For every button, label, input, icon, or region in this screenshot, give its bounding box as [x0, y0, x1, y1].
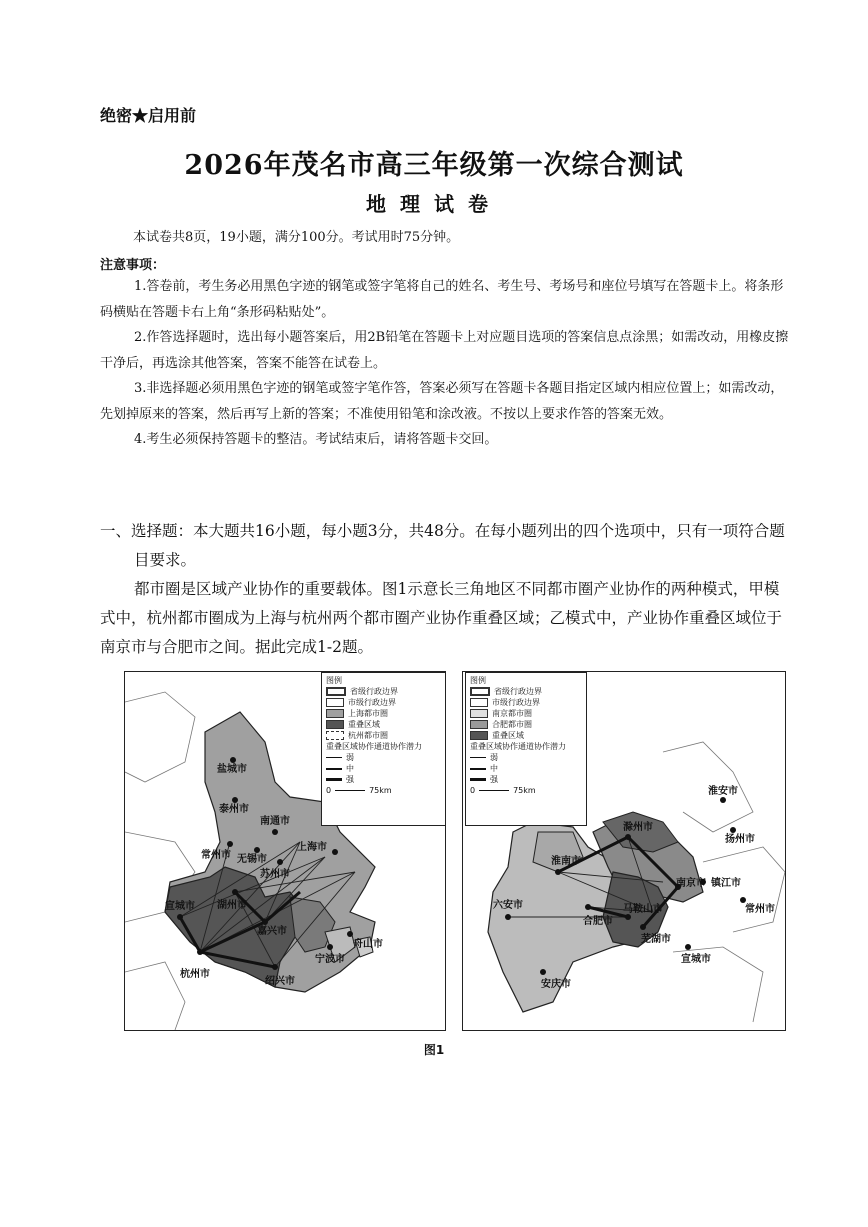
- city-label: 六安市: [493, 900, 523, 911]
- exam-title: 2026年茂名市高三年级第一次综合测试: [184, 150, 684, 181]
- scale-bar: 0 75km: [326, 786, 392, 795]
- notice-heading: 注意事项：: [100, 258, 166, 273]
- legend-line: 弱: [326, 752, 442, 763]
- city-label: 泰州市: [219, 804, 249, 815]
- legend-line: 强: [326, 774, 442, 785]
- legend-item: 上海都市圈: [326, 708, 442, 719]
- map-nanjing-hefei: [462, 671, 786, 1031]
- city-label: 滁州市: [623, 822, 653, 833]
- legend-line: 弱: [470, 752, 582, 763]
- city-label: 南通市: [260, 816, 290, 827]
- city-label: 苏州市: [260, 869, 290, 880]
- city-label: 镇江市: [711, 878, 741, 889]
- legend-item: 市级行政边界: [470, 697, 582, 708]
- exam-subtitle: 地理试卷: [366, 192, 502, 216]
- city-label: 马鞍山市: [623, 904, 663, 915]
- legend-line: 中: [326, 763, 442, 774]
- city-label: 扬州市: [725, 834, 755, 845]
- map-legend: [321, 672, 446, 826]
- legend-title: 图例: [470, 676, 486, 685]
- notice-item: 2.作答选择题时，选出每小题答案后，用2B铅笔在答题卡上对应题目选项的答案信息点涂黑；如需改动，用橡皮擦干净后，再选涂其他答案，答案不能答在试卷上。: [100, 330, 789, 371]
- legend-item: 重叠区域: [470, 730, 582, 741]
- legend-item: 省级行政边界: [326, 686, 442, 697]
- city-label: 宣城市: [681, 954, 711, 965]
- legend-item: 杭州都市圈: [326, 730, 442, 741]
- city-label: 嘉兴市: [257, 926, 287, 937]
- city-label: 淮南市: [551, 856, 581, 867]
- confidential-mark: 绝密★启用前: [100, 106, 197, 125]
- city-label: 舟山市: [353, 939, 383, 950]
- notice-item: 1.答卷前，考生务必用黑色字迹的钢笔或签字笔将自己的姓名、考生号、考场号和座位号填写在答题卡上。将条形码横贴在答题卡右上角“条形码粘贴处”。: [100, 279, 784, 320]
- legend-channel-title: 重叠区域协作通道协作潜力: [326, 742, 422, 751]
- scale-bar: 0 75km: [470, 786, 536, 795]
- exam-info: 本试卷共8页，19小题，满分100分。考试用时75分钟。: [133, 230, 460, 245]
- legend-item: 重叠区域: [326, 719, 442, 730]
- city-label: 合肥市: [583, 916, 613, 927]
- city-label: 常州市: [201, 850, 231, 861]
- city-label: 宣城市: [165, 901, 195, 912]
- legend-item: 省级行政边界: [470, 686, 582, 697]
- city-label: 宁波市: [315, 954, 345, 965]
- notice-item: 4.考生必须保持答题卡的整洁。考试结束后，请将答题卡交回。: [134, 432, 498, 447]
- notice-list: [100, 274, 790, 453]
- question-stem: 都市圈是区域产业协作的重要载体。图1示意长三角地区不同都市圈产业协作的两种模式，甲模式中，杭州都市圈成为上海与杭州两个都市圈产业协作重叠区域；乙模式中，产业协作重叠区域位于南京市与合肥市之间。据此完成1-2题。: [100, 580, 783, 656]
- map-legend: [465, 672, 587, 826]
- legend-item: 合肥都市圈: [470, 719, 582, 730]
- city-label: 淮安市: [708, 786, 738, 797]
- city-label: 安庆市: [541, 979, 571, 990]
- city-label: 湖州市: [217, 900, 247, 911]
- city-label: 常州市: [745, 904, 775, 915]
- question-section: [100, 517, 790, 662]
- city-label: 无锡市: [237, 854, 267, 865]
- city-label: 芜湖市: [641, 934, 671, 945]
- city-label: 绍兴市: [265, 976, 295, 987]
- legend-title: 图例: [326, 676, 342, 685]
- city-label: 杭州市: [180, 969, 210, 980]
- map-shanghai-hangzhou: [124, 671, 446, 1031]
- legend-channel-title: 重叠区域协作通道协作潜力: [470, 742, 566, 751]
- section-heading: 一、选择题：本大题共16小题，每小题3分，共48分。在每小题列出的四个选项中，只有一项符合题目要求。: [100, 522, 785, 569]
- city-label: 盐城市: [217, 764, 247, 775]
- legend-item: 南京都市圈: [470, 708, 582, 719]
- city-label: 上海市: [297, 842, 327, 853]
- legend-item: 市级行政边界: [326, 697, 442, 708]
- notice-item: 3.非选择题必须用黑色字迹的钢笔或签字笔作答，答案必须写在答题卡各题目指定区域内相应位置上；如需改动，先划掉原来的答案，然后再写上新的答案；不准使用铅笔和涂改液。不按以上要求作答的答案无效。: [100, 381, 784, 422]
- figure-caption: 图1: [423, 1043, 445, 1057]
- city-label: 南京市: [676, 878, 706, 889]
- legend-line: 强: [470, 774, 582, 785]
- legend-line: 中: [470, 763, 582, 774]
